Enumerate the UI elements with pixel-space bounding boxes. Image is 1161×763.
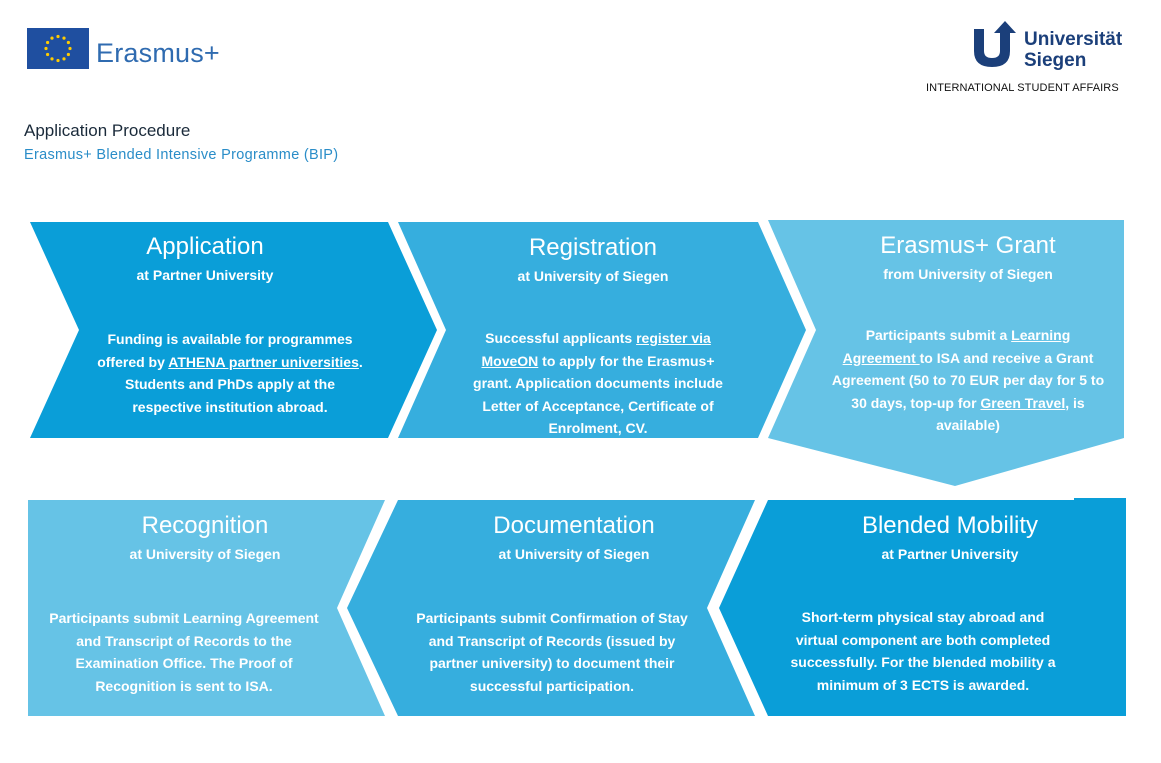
step-registration-description: [448, 327, 748, 440]
inline-link[interactable]: ATHENA partner universities: [168, 353, 359, 370]
step-subtitle: at University of Siegen: [517, 268, 669, 284]
step-recognition-header: [90, 514, 320, 562]
inline-link[interactable]: register via: [636, 330, 711, 346]
description-line: virtual component are both completed: [795, 631, 1051, 648]
step-title: Recognition: [141, 512, 269, 539]
description-line: Successful applicants register via: [485, 330, 711, 346]
description-line: Recognition is sent to ISA.: [95, 677, 273, 694]
page-subtitle: Erasmus+ Blended Intensive Programme (BIP): [24, 147, 339, 163]
step-subtitle: at University of Siegen: [129, 546, 281, 562]
description-line: 30 days, top-up for Green Travel, is: [851, 394, 1085, 411]
step-registration-header: [478, 236, 708, 284]
description-line: available): [936, 417, 1000, 433]
step-documentation-description: [402, 607, 702, 697]
step-subtitle: at Partner University: [136, 267, 274, 283]
description-line: grant. Application documents include: [473, 375, 723, 391]
step-title: Registration: [528, 234, 658, 261]
step-documentation-header: [454, 514, 694, 562]
department-label: INTERNATIONAL STUDENT AFFAIRS: [926, 82, 1119, 94]
description-line: Participants submit Learning Agreement: [49, 610, 319, 626]
description-line: Funding is available for programmes: [107, 331, 353, 347]
description-line: MoveON to apply for the Erasmus+: [481, 352, 715, 369]
description-line: Participants submit Confirmation of Stay: [416, 610, 688, 626]
step-subtitle: at University of Siegen: [498, 546, 650, 562]
university-name-line1: Universität: [1024, 29, 1123, 50]
description-line: Agreement to ISA and receive a Grant: [842, 349, 1094, 366]
inline-link[interactable]: Green Travel: [980, 394, 1066, 411]
description-line: and Transcript of Records (issued by: [428, 632, 676, 649]
step-title: Application: [146, 233, 264, 260]
step-blended-mobility-description: [773, 606, 1073, 696]
step-recognition-description: [34, 607, 334, 697]
description-line: Participants submit a Learning: [865, 327, 1071, 343]
step-blended-mobility-header: [830, 514, 1070, 562]
erasmus-plus-logo-text: Erasmus+: [96, 38, 220, 68]
step-title: Erasmus+ Grant: [880, 232, 1056, 259]
inline-link[interactable]: MoveON: [481, 352, 539, 369]
step-subtitle: at Partner University: [881, 546, 1019, 562]
step-application-description: [80, 328, 380, 418]
description-line: offered by ATHENA partner universities.: [97, 353, 363, 370]
description-line: successfully. For the blended mobility a: [790, 654, 1056, 670]
step-title: Blended Mobility: [861, 512, 1039, 539]
description-line: respective institution abroad.: [132, 398, 328, 415]
description-line: and Transcript of Records to the: [76, 632, 292, 649]
step-title: Documentation: [493, 512, 655, 539]
step-erasmus-grant-description: [818, 324, 1118, 437]
description-line: Short-term physical stay abroad and: [801, 609, 1045, 625]
description-line: successful participation.: [469, 677, 635, 694]
step-application-header: [100, 235, 310, 283]
page-title: Application Procedure: [24, 121, 191, 140]
university-name-line2: Siegen: [1024, 50, 1087, 71]
description-line: Enrolment, CV.: [548, 420, 648, 436]
step-subtitle: from University of Siegen: [883, 266, 1053, 282]
description-line: Examination Office. The Proof of: [75, 655, 293, 671]
step-erasmus-grant-header: [848, 234, 1088, 282]
description-line: Agreement (50 to 70 EUR per day for 5 to: [831, 372, 1105, 388]
description-line: minimum of 3 ECTS is awarded.: [816, 676, 1030, 693]
inline-link[interactable]: Agreement: [842, 349, 920, 366]
inline-link[interactable]: Learning: [1011, 327, 1071, 343]
description-line: Letter of Acceptance, Certificate of: [482, 397, 714, 414]
description-line: partner university) to document their: [429, 655, 675, 671]
description-line: Students and PhDs apply at the: [124, 376, 336, 392]
